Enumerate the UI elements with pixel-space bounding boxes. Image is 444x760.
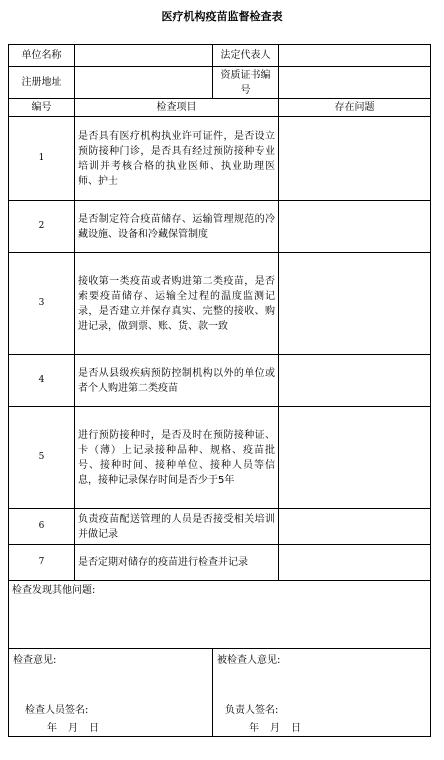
inspection-table [8,44,431,737]
table-row [9,545,431,581]
row-issue-field[interactable] [279,201,431,253]
inspected-date-label: 年 月 日 [249,723,302,734]
legal-rep-field[interactable] [279,45,431,67]
table-row [9,509,431,545]
page-title: 医疗机构疫苗监督检查表 [161,10,283,23]
row-number: 5 [9,407,75,509]
row-number: 2 [9,201,75,253]
row-number: 3 [9,253,75,355]
legal-rep-label: 法定代表人 [213,45,279,67]
row-number: 1 [9,117,75,201]
column-header-row [9,99,431,117]
table-row [9,407,431,509]
row-issue-field[interactable] [279,253,431,355]
row-number: 4 [9,355,75,407]
responsible-signature-label: 负责人签名: [225,705,279,716]
row-item-text: 进行预防接种时，是否及时在预防接种证、卡（薄）上记录接种品种、规格、疫苗批号、接种时间、接种单位、接种人员等信息，接种记录保存时间是否少于5年 [75,407,279,509]
row-item-text: 接收第一类疫苗或者购进第二类疫苗，是否索要疫苗储存、运输全过程的温度监测记录，是否建立并保存真实、完整的接收、购进记录，做到票、账、货、款一致 [75,253,279,355]
opinion-row [9,649,431,737]
table-row [9,201,431,253]
header-row-address [9,67,431,99]
cert-no-field[interactable] [279,67,431,99]
row-item-text: 是否具有医疗机构执业许可证件，是否设立预防接种门诊，是否具有经过预防接种专业培训并考核合格的执业医师、执业助理医师、护士 [75,117,279,201]
other-issues-field[interactable] [9,581,431,649]
row-number: 7 [9,545,75,581]
reg-address-field[interactable] [75,67,213,99]
cert-no-label: 资质证书编号 [213,67,279,99]
other-issues-row [9,581,431,649]
reg-address-label: 注册地址 [9,67,75,99]
unit-name-field[interactable] [75,45,213,67]
row-issue-field[interactable] [279,117,431,201]
header-row-unit [9,45,431,67]
row-issue-field[interactable] [279,509,431,545]
inspected-opinion-label: 被检查人意见: [217,655,281,666]
row-item-text: 是否从县级疾病预防控制机构以外的单位或者个人购进第二类疫苗 [75,355,279,407]
table-row [9,117,431,201]
inspection-opinion-box[interactable] [9,649,213,737]
other-issues-label: 检查发现其他问题: [12,585,96,596]
row-issue-field[interactable] [279,355,431,407]
col-number-header: 编号 [9,99,75,117]
row-issue-field[interactable] [279,545,431,581]
row-item-text: 负责疫苗配送管理的人员是否接受相关培训并做记录 [75,509,279,545]
row-number: 6 [9,509,75,545]
inspected-opinion-box[interactable] [213,649,431,737]
row-item-text: 是否制定符合疫苗储存、运输管理规范的冷藏设施、设备和冷藏保管制度 [75,201,279,253]
col-issues-header: 存在问题 [279,99,431,117]
table-row [9,253,431,355]
col-item-header: 检查项目 [75,99,279,117]
row-issue-field[interactable] [279,407,431,509]
unit-name-label: 单位名称 [9,45,75,67]
row-item-text: 是否定期对储存的疫苗进行检查并记录 [75,545,279,581]
table-row [9,355,431,407]
inspector-signature-label: 检查人员签名: [25,705,89,716]
inspection-opinion-label: 检查意见: [13,655,57,666]
inspection-date-label: 年 月 日 [47,723,100,734]
